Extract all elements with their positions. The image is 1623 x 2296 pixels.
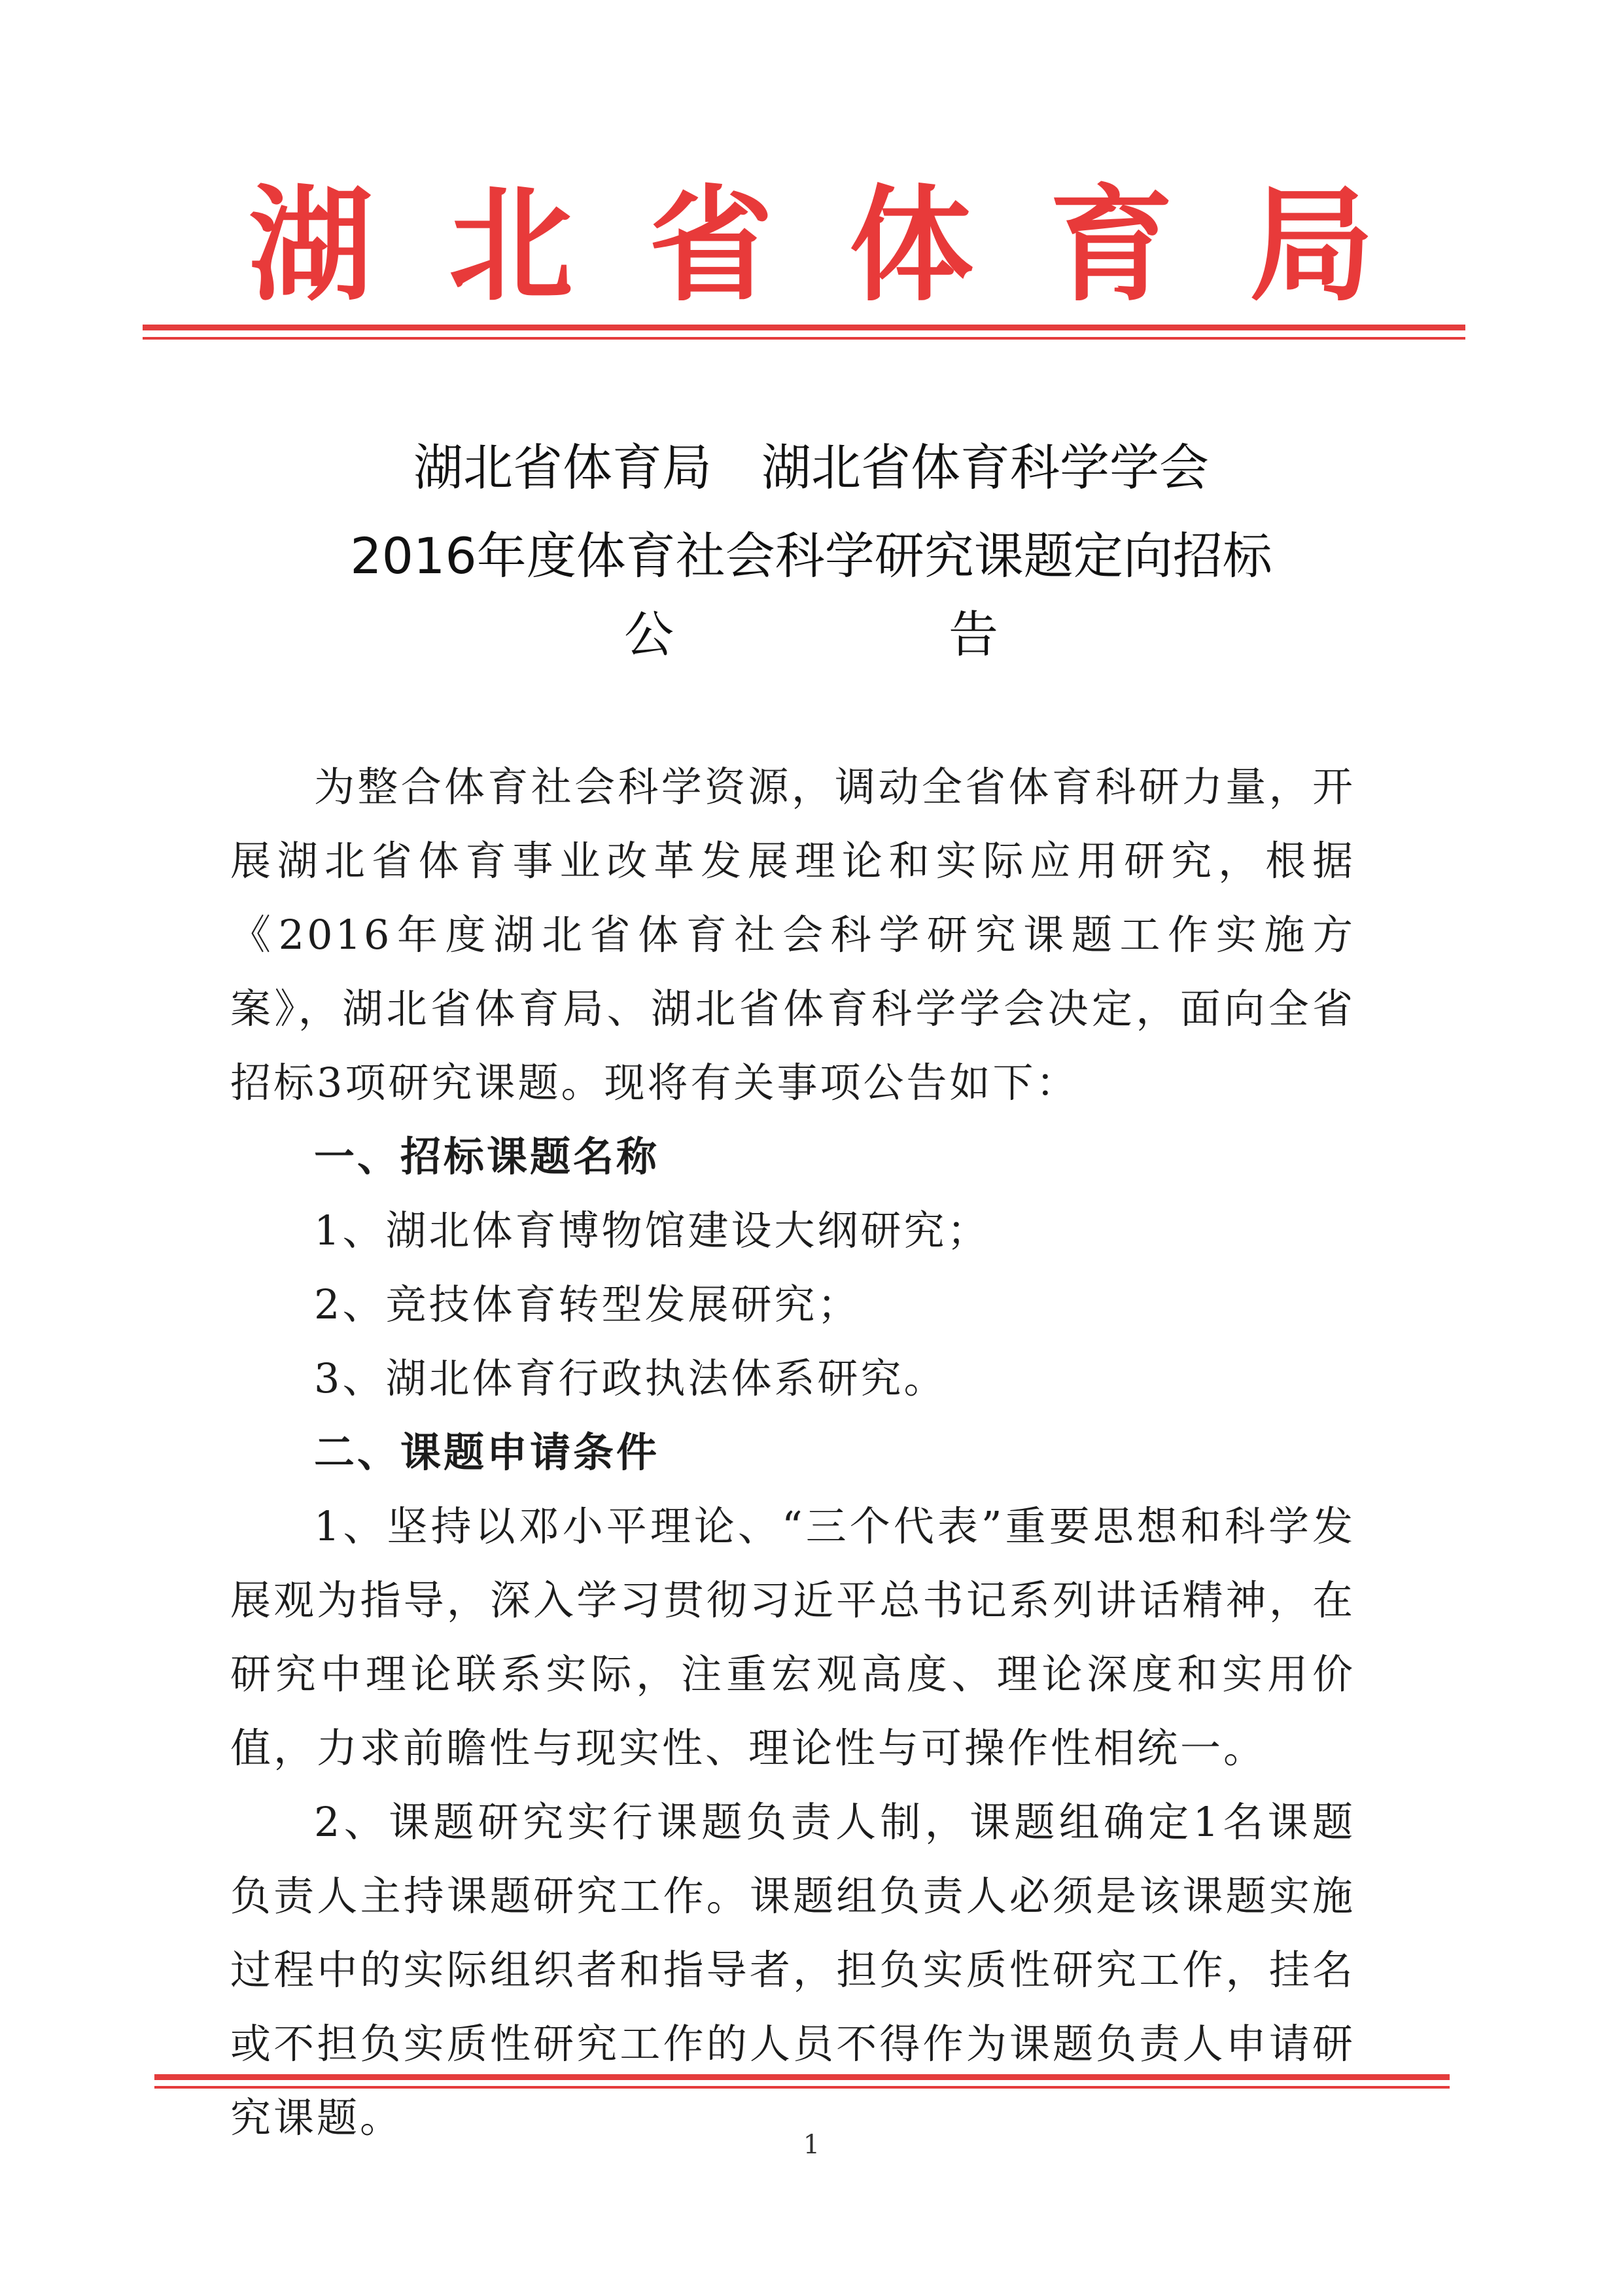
header-rule-thin — [143, 337, 1465, 340]
masthead-char: 育 — [1049, 172, 1174, 318]
notice-title-line3: 公告 — [624, 605, 1273, 663]
list-item: 2、竞技体育转型发展研究； — [314, 1280, 861, 1328]
list-item: 1、湖北体育博物馆建设大纲研究； — [314, 1207, 990, 1254]
intro-paragraph: 为整合体育社会科学资源，调动全省体育科研力量，开展湖北省体育事业改革发展理论和实际应用研究，根据《2016年度湖北省体育社会科学研究课题工作实施方案》，湖北省体育局、湖北省体育科学学会决定，面向全省招标3项研究课题。现将有关事项公告如下： — [230, 763, 1355, 1106]
footer-rule-thin — [154, 2086, 1450, 2089]
masthead-char: 体 — [848, 172, 973, 318]
condition-paragraph: 2、课题研究实行课题负责人制，课题组确定1名课题负责人主持课题研究工作。课题组负责人必须是该课题实施过程中的实际组织者和指导者，担负实质性研究工作，挂名或不担负实质性研究工作的人员不得作为课题负责人申请研究课题。 — [230, 1798, 1355, 2142]
list-item: 3、湖北体育行政执法体系研究。 — [314, 1354, 947, 1402]
section-heading: 二、课题申请条件 — [314, 1428, 660, 1476]
header-rule-thick — [143, 325, 1465, 330]
notice-title-line1: 湖北省体育局 湖北省体育科学学会 — [413, 438, 1209, 497]
masthead-char: 局 — [1249, 172, 1374, 318]
notice-body — [230, 750, 1355, 2155]
notice-title-line2: 2016年度体育社会科学研究课题定向招标 — [350, 527, 1272, 585]
masthead-title — [249, 172, 1374, 318]
masthead-char: 省 — [648, 172, 773, 318]
footer-rule-thick — [154, 2074, 1450, 2080]
condition-paragraph: 1、坚持以邓小平理论、“三个代表”重要思想和科学发展观为指导，深入学习贯彻习近平总书记系列讲话精神，在研究中理论联系实际，注重宏观高度、理论深度和实用价值，力求前瞻性与现实性、理论性与可操作性相统一。 — [230, 1502, 1355, 1772]
masthead-char: 湖 — [249, 172, 374, 318]
page-number: 1 — [803, 2130, 820, 2160]
section-heading: 一、招标课题名称 — [314, 1133, 660, 1180]
masthead-char: 北 — [448, 172, 573, 318]
